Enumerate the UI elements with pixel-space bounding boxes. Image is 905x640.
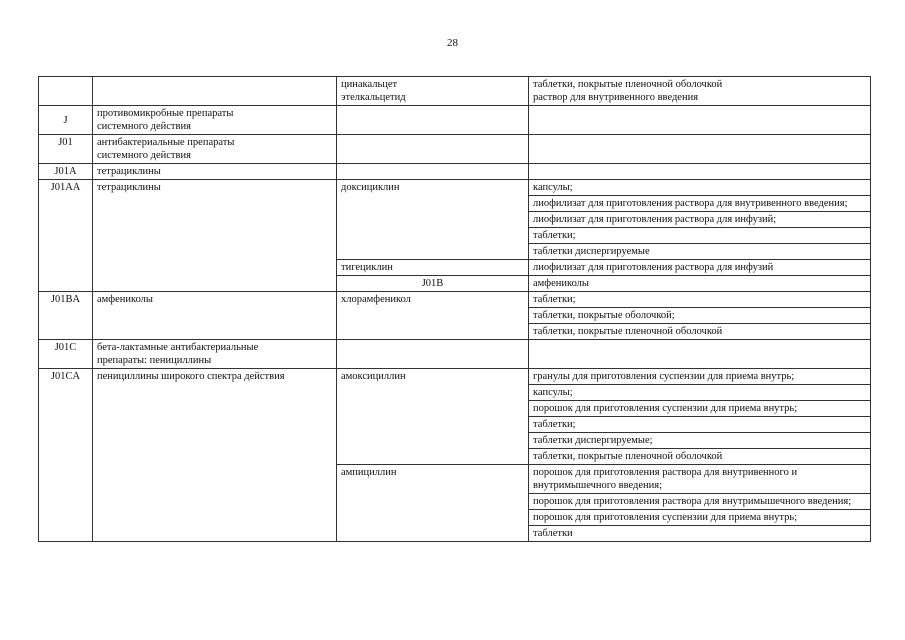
drug-name-cell: [337, 164, 529, 180]
group-name: препараты: пенициллины: [97, 355, 212, 366]
atc-code: J01B: [337, 276, 529, 292]
atc-code: J01C: [39, 340, 93, 369]
group-name: антибактериальные препараты: [97, 137, 235, 148]
group-cell: [93, 77, 337, 106]
dosage-form: раствор для внутривенного введения: [533, 92, 699, 103]
atc-code: J01: [39, 135, 93, 164]
dosage-form: капсулы;: [529, 180, 871, 196]
dosage-form: таблетки, покрытые пленочной оболочкой: [529, 324, 871, 340]
dosage-form-cell: [529, 135, 871, 164]
drug-name: хлорамфеникол: [337, 292, 529, 340]
group-name: амфениколы: [529, 276, 871, 292]
atc-code: J01BA: [39, 292, 93, 340]
group-cell: [93, 135, 337, 164]
dosage-form-cell: [529, 106, 871, 135]
dosage-form: капсулы;: [529, 385, 871, 401]
table-row: [39, 164, 871, 180]
dosage-form: порошок для приготовления раствора для внутримышечного введения;: [529, 494, 871, 510]
dosage-form: лиофилизат для приготовления раствора для внутривенного введения;: [529, 196, 871, 212]
table-row: [39, 135, 871, 164]
group-name: системного действия: [97, 121, 191, 132]
group-name: амфениколы: [93, 292, 337, 340]
dosage-form-cell: [529, 77, 871, 106]
dosage-form-cell: [529, 340, 871, 369]
table-row: [39, 106, 871, 135]
group-name: противомикробные препараты: [97, 108, 234, 119]
atc-code-cell: [39, 77, 93, 106]
table-row: [39, 369, 871, 385]
table-row: [39, 180, 871, 196]
atc-code: J01CA: [39, 369, 93, 542]
table-row: [39, 77, 871, 106]
dosage-form: таблетки, покрытые пленочной оболочкой: [529, 449, 871, 465]
drug-name-cell: [337, 77, 529, 106]
dosage-form: порошок для приготовления суспензии для приема внутрь;: [529, 401, 871, 417]
dosage-form: таблетки, покрытые оболочкой;: [529, 308, 871, 324]
group-name: бета-лактамные антибактериальные: [97, 342, 259, 353]
dosage-form: таблетки;: [529, 292, 871, 308]
group-name: тетрациклины: [93, 180, 337, 292]
drug-name: тигециклин: [337, 260, 529, 276]
drug-name: этелкальцетид: [341, 92, 406, 103]
table-row: [39, 340, 871, 369]
dosage-form: порошок для приготовления раствора для внутривенного и внутримышечного введения;: [529, 465, 871, 494]
atc-code: J01A: [39, 164, 93, 180]
drug-name-cell: [337, 340, 529, 369]
page-number: 28: [447, 37, 458, 49]
drug-name: цинакальцет: [341, 79, 398, 90]
drug-name-cell: [337, 135, 529, 164]
group-cell: [93, 340, 337, 369]
dosage-form: таблетки диспергируемые;: [529, 433, 871, 449]
dosage-form: порошок для приготовления суспензии для приема внутрь;: [529, 510, 871, 526]
dosage-form-cell: [529, 164, 871, 180]
group-name: тетрациклины: [93, 164, 337, 180]
dosage-form: таблетки: [529, 526, 871, 542]
group-cell: [93, 106, 337, 135]
drug-name: доксициклин: [337, 180, 529, 260]
atc-code: J: [39, 106, 93, 135]
drug-name-cell: [337, 106, 529, 135]
dosage-form: гранулы для приготовления суспензии для приема внутрь;: [529, 369, 871, 385]
drug-table: [38, 76, 871, 542]
dosage-form: лиофилизат для приготовления раствора для инфузий;: [529, 212, 871, 228]
dosage-form: таблетки, покрытые пленочной оболочкой: [533, 79, 723, 90]
group-name: пенициллины широкого спектра действия: [93, 369, 337, 542]
table-row: [39, 292, 871, 308]
drug-name: ампициллин: [337, 465, 529, 542]
dosage-form: таблетки диспергируемые: [529, 244, 871, 260]
dosage-form: лиофилизат для приготовления раствора для инфузий: [529, 260, 871, 276]
atc-code: J01AA: [39, 180, 93, 292]
dosage-form: таблетки;: [529, 228, 871, 244]
drug-name: амоксициллин: [337, 369, 529, 465]
group-name: системного действия: [97, 150, 191, 161]
dosage-form: таблетки;: [529, 417, 871, 433]
